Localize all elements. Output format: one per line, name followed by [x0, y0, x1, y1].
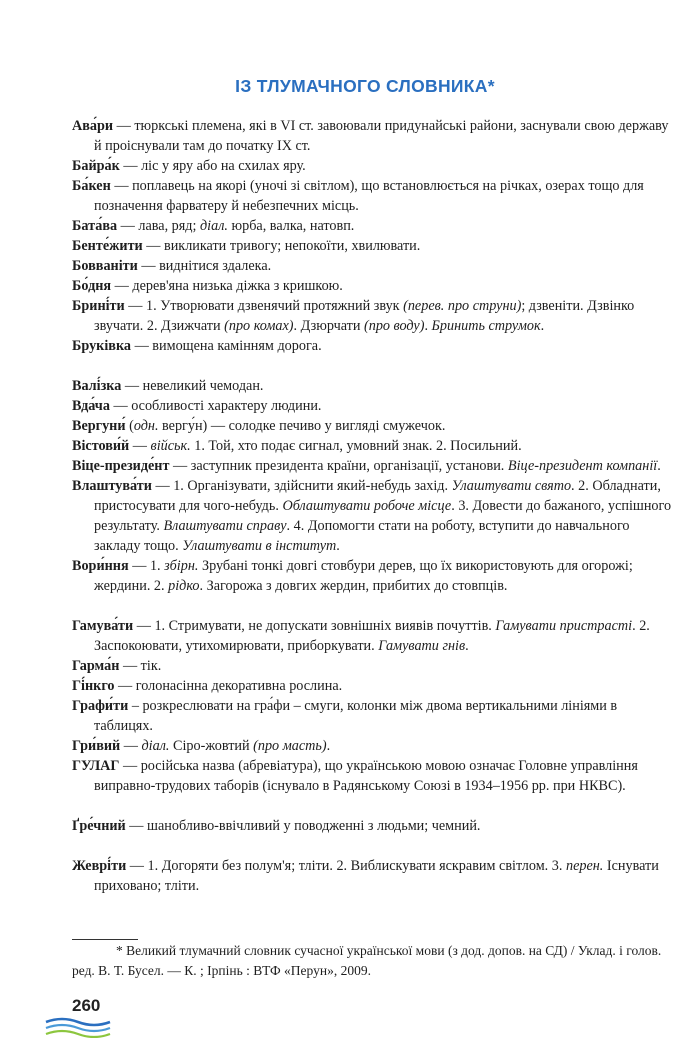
entry-headword: Ґре́чний — [72, 818, 126, 834]
entry-headword: Байра́к — [72, 158, 120, 174]
entry-definition-text: — 1. Догоряти без полум'я; тліти. 2. Виблискувати яскравим світлом. 3. — [126, 858, 566, 874]
entry-definition-text: — ліс у яру або на схилах яру. — [119, 158, 306, 174]
entry-definition-text: — поплавець на якорі (уночі зі світлом), що встановлюється на річках, озерах тощо для позначення фарватеру й небезпечних місць. — [94, 178, 644, 214]
page-number: 260 — [72, 996, 101, 1015]
entry-italic-text: діал. — [141, 738, 170, 754]
dictionary-entry — [72, 436, 672, 456]
entry-italic-text: (про комах) — [224, 318, 294, 334]
entry-definition-text: — — [129, 438, 151, 454]
entry-headword: Вда́ча — [72, 398, 110, 414]
entry-italic-text: Влаштувати справу — [163, 518, 287, 534]
dictionary-entry — [72, 236, 672, 256]
entry-definition-text: — 1. Стримувати, не допускати зовнішніх виявів почуттів. — [133, 618, 496, 634]
entry-italic-text: (про воду) — [364, 318, 425, 334]
entry-definition-text: — виднітися здалека. — [137, 258, 272, 274]
entry-definition-text: . — [424, 318, 432, 334]
entry-headword: Бруківка — [72, 338, 132, 354]
entry-headword: Вістови́й — [72, 438, 130, 454]
entry-definition-text: ( — [125, 418, 134, 434]
entry-definition-text: . — [326, 738, 331, 754]
entry-definition-text: — шанобливо-ввічливий у поводженні з людьми; чемний. — [125, 818, 481, 834]
entry-definition-text: — тік. — [119, 658, 162, 674]
entry-headword: Графи́ти — [72, 698, 129, 714]
entry-definition-text: — вимощена камінням дорога. — [131, 338, 322, 354]
entry-definition-text: — лава, ряд; — [117, 218, 200, 234]
dictionary-entry — [72, 216, 672, 236]
dictionary-entry — [72, 256, 672, 276]
entry-definition-text: . Загорожа з довгих жердин, прибитих до стовпців. — [199, 578, 508, 594]
entry-definition-text: — 1. Організувати, здійснити який-небудь захід. — [151, 478, 452, 494]
entry-headword: Вори́ння — [72, 558, 129, 574]
entry-definition-text: — — [120, 738, 142, 754]
entry-headword: Бенте́жити — [72, 238, 143, 254]
entry-definition-text: Існувати приховано; тліти. — [94, 858, 659, 894]
entry-headword: Бо́дня — [72, 278, 112, 294]
section-gap — [72, 596, 672, 616]
section-gap — [72, 796, 672, 816]
entry-definition-text: Сіро-жовтий — [169, 738, 254, 754]
entry-definition-text: . 4. Допомогти стати на роботу, вступити до навчального закладу тощо. — [94, 518, 630, 554]
entry-definition-text: . — [336, 538, 340, 554]
entry-definition-text: — заступник президента країни, організації, установи. — [169, 458, 508, 474]
entry-italic-text: Віце-президент компанії — [507, 458, 658, 474]
entry-headword: Гамува́ти — [72, 618, 134, 634]
entry-italic-text: Бринить струмок — [431, 318, 541, 334]
entry-definition-text: вергу́н) — солодке печиво у вигляді смужечок. — [158, 418, 446, 434]
section-gap — [72, 836, 672, 856]
entry-definition-text: . 3. Довести до бажаного, успішного результату. — [94, 498, 672, 534]
entry-italic-text: Гамувати пристрасті — [495, 618, 633, 634]
section-gap — [72, 356, 672, 376]
entry-headword: Ава́ри — [72, 118, 114, 134]
dictionary-entry — [72, 756, 672, 796]
entry-definition-text: юрба, валка, натовп. — [227, 218, 355, 234]
entry-italic-text: Гамувати гнів — [378, 638, 466, 654]
entry-italic-text: перен. — [565, 858, 604, 874]
page-waves-decoration — [44, 1014, 114, 1038]
entry-headword: Жеврі́ти — [72, 858, 127, 874]
entry-definition-text: — невеликий чемодан. — [121, 378, 264, 394]
dictionary-entry — [72, 856, 672, 896]
entry-headword: ГУЛАГ — [72, 758, 120, 774]
entry-headword: Гри́вий — [72, 738, 121, 754]
entry-headword: Влаштува́ти — [72, 478, 152, 494]
dictionary-entry — [72, 696, 672, 736]
dictionary-entry — [72, 396, 672, 416]
entry-italic-text: військ. — [150, 438, 191, 454]
entry-headword: Бовваніти — [72, 258, 138, 274]
entry-definition-text: — голонасінна декоративна рослина. — [114, 678, 343, 694]
entry-definition-text: — тюркські племена, які в VI ст. завоювали придунайські райони, заснували свою державу й проіснували там до початку IX ст. — [94, 118, 669, 154]
entry-headword: Віце-президе́нт — [72, 458, 170, 474]
entry-definition-text: ; дзвеніти. Дзвінко звучати. 2. Дзижчати — [94, 298, 635, 334]
dictionary-entry — [72, 816, 672, 836]
entry-headword: Вергуни́ — [72, 418, 126, 434]
entry-definition-text: . 2. Обладнати, пристосувати для чого-небудь. — [94, 478, 661, 514]
entry-italic-text: Улаштувати свято — [451, 478, 572, 494]
entry-headword: Бата́ва — [72, 218, 118, 234]
entry-definition-text: — російська назва (абревіатура), що українською мовою означає Головне управління виправно-трудових таборів (існувало в Радянському Союзі в 1934–1956 рр. при НКВС). — [94, 758, 638, 794]
dictionary-entry — [72, 336, 672, 356]
dictionary-entry — [72, 476, 672, 556]
dictionary-entry — [72, 736, 672, 756]
entry-headword: Ба́кен — [72, 178, 111, 194]
entry-definition-text: — 1. — [128, 558, 165, 574]
dictionary-entry — [72, 656, 672, 676]
entry-headword: Гі́нкго — [72, 678, 115, 694]
dictionary-entry — [72, 296, 672, 336]
dictionary-entry — [72, 456, 672, 476]
dictionary-entry — [72, 116, 672, 156]
entry-definition-text: . 2. Заспокоювати, утихомирювати, приборкувати. — [94, 618, 650, 654]
page-title: ІЗ ТЛУМАЧНОГО СЛОВНИКА* — [235, 76, 495, 96]
dictionary-entry — [72, 416, 672, 436]
footnote: * Великий тлумачний словник сучасної української мови (з дод. допов. на СД) / Уклад. і голов. ред. В. Т. Бусел. — К. ; Ірпінь : ВТФ «Перун», 2009. — [72, 943, 662, 978]
entry-italic-text: (перев. про струни) — [403, 298, 522, 314]
entry-italic-text: одн. — [133, 418, 159, 434]
entry-headword: Брині́ти — [72, 298, 125, 314]
entry-italic-text: Облаштувати робоче місце — [282, 498, 452, 514]
dictionary-entry — [72, 156, 672, 176]
entry-italic-text: (про масть) — [253, 738, 327, 754]
entry-definition-text: Зрубані тонкі довгі стовбури дерев, що їх використовують для огорожі; жердини. 2. — [94, 558, 633, 594]
dictionary-entry — [72, 376, 672, 396]
entry-italic-text: Улаштувати в інститут — [182, 538, 337, 554]
entry-definition-text: . — [657, 458, 661, 474]
entry-italic-text: збірн. — [164, 558, 199, 574]
entry-headword: Гарма́н — [72, 658, 120, 674]
entry-headword: Валі́зка — [72, 378, 122, 394]
entry-definition-text: — викликати тривогу; непокоїти, хвилювати. — [142, 238, 421, 254]
entry-definition-text: – розкреслювати на гра́фи – смуги, колонки між двома вертикальними лініями в таблицях. — [94, 698, 618, 734]
entry-definition-text: — 1. Утворювати дзвенячий протяжний звук — [124, 298, 404, 314]
dictionary-entry — [72, 556, 672, 596]
entry-definition-text: 1. Той, хто подає сигнал, умовний знак. 2. Посильний. — [190, 438, 522, 454]
entry-definition-text: . Дзюрчати — [293, 318, 364, 334]
dictionary-entries — [72, 116, 672, 896]
dictionary-entry — [72, 176, 672, 216]
entry-definition-text: — особливості характеру людини. — [109, 398, 322, 414]
footnote-divider — [72, 939, 138, 940]
entry-italic-text: діал. — [200, 218, 228, 234]
dictionary-entry — [72, 676, 672, 696]
entry-definition-text: . — [465, 638, 469, 654]
dictionary-entry — [72, 276, 672, 296]
entry-definition-text: . — [540, 318, 545, 334]
entry-definition-text: — дерев'яна низька діжка з кришкою. — [111, 278, 343, 294]
dictionary-entry — [72, 616, 672, 656]
entry-italic-text: рідко — [168, 578, 200, 594]
